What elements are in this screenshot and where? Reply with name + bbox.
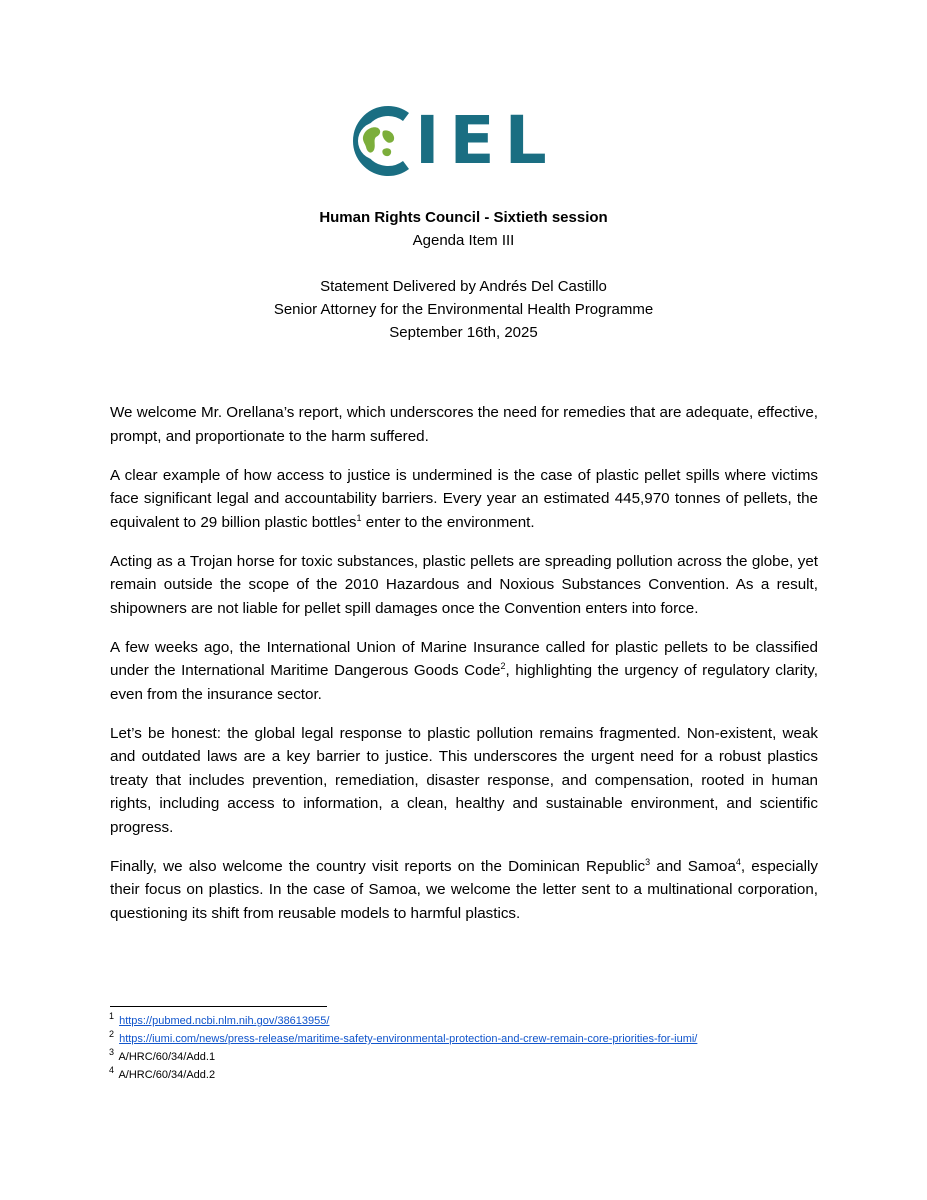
speaker-role: Senior Attorney for the Environmental Health Programme	[273, 301, 654, 318]
footnote-2: $^2$ https://iumi.com/news/press-release/maritime-safety-environmental-protection-and-crew-remain-core-priorities-for-iumi/	[109, 1029, 698, 1045]
paragraph-1: We welcome Mr. Orellana’s report, which underscores the need for remedies that are adequate, effective, prompt, and proportionate to the harm suffered.	[110, 404, 818, 445]
footnote-4: $^4$ A/HRC/60/34/Add.2	[109, 1065, 216, 1081]
footnote-divider	[110, 1006, 327, 1007]
footnote-ref-4[interactable]: 4	[735, 856, 741, 867]
session-title: Human Rights Council - Sixtieth session	[319, 209, 608, 226]
agenda-item: Agenda Item III	[412, 232, 515, 249]
paragraph-3: Acting as a Trojan horse for toxic substances, plastic pellets are spreading pollution across the globe, yet remain outside the scope of the 2010 Hazardous and Noxious Substances Convention. As a result, shipowners are not liable for pellet spill damages once the Convention enters into force.	[110, 552, 818, 617]
footnotes	[109, 1012, 829, 1084]
paragraph-2: A clear example of how access to justice is undermined is the case of plastic pellet spills where victims face significant legal and accountability barriers. Every year an estimated 445,970 tonnes of pellets, the equivalent to 29 billion plastic bottles$^1$ enter to the environment.	[110, 466, 818, 531]
footnote-3: $^3$ A/HRC/60/34/Add.1	[109, 1047, 216, 1063]
logo-wordmark: IEL	[415, 102, 557, 179]
footnote-link-1[interactable]: https://pubmed.ncbi.nlm.nih.gov/38613955/	[119, 1015, 330, 1027]
statement-body	[110, 401, 818, 941]
paragraph-5: Let’s be honest: the global legal response to plastic pollution remains fragmented. Non-existent, weak and outdated laws are a key barrier to justice. This underscores the urgent need for a robust plastics treaty that includes prevention, remediation, disaster response, and compensation, rooted in human rights, including access to information, a clean, healthy and sustainable environment, and scientific progress.	[110, 724, 818, 836]
statement-header	[0, 206, 927, 344]
footnote-ref-3[interactable]: 3	[645, 856, 651, 867]
ciel-logo	[340, 104, 590, 178]
speaker-line: Statement Delivered by Andrés Del Castillo	[320, 278, 607, 295]
paragraph-4: A few weeks ago, the International Union of Marine Insurance called for plastic pellets to be classified under the International Maritime Dangerous Goods Code$^2$, highlighting the urgency of regulatory clarity, even from the insurance sector.	[110, 638, 818, 703]
footnote-1: $^1$ https://pubmed.ncbi.nlm.nih.gov/38613955/	[109, 1011, 330, 1027]
footnote-link-2[interactable]: https://iumi.com/news/press-release/maritime-safety-environmental-protection-and-crew-remain-core-priorities-for-iumi/	[119, 1033, 698, 1045]
statement-date: September 16th, 2025	[389, 324, 538, 341]
footnote-ref-1[interactable]: 1	[356, 512, 362, 523]
footnote-ref-2[interactable]: 2	[500, 660, 506, 671]
paragraph-6: Finally, we also welcome the country visit reports on the Dominican Republic$^3$ and Samoa$^4$, especially their focus on plastics. In the case of Samoa, we welcome the letter sent to a multinational corporation, questioning its shift from reusable models to harmful plastics.	[110, 856, 818, 922]
globe-c-icon	[340, 104, 418, 178]
